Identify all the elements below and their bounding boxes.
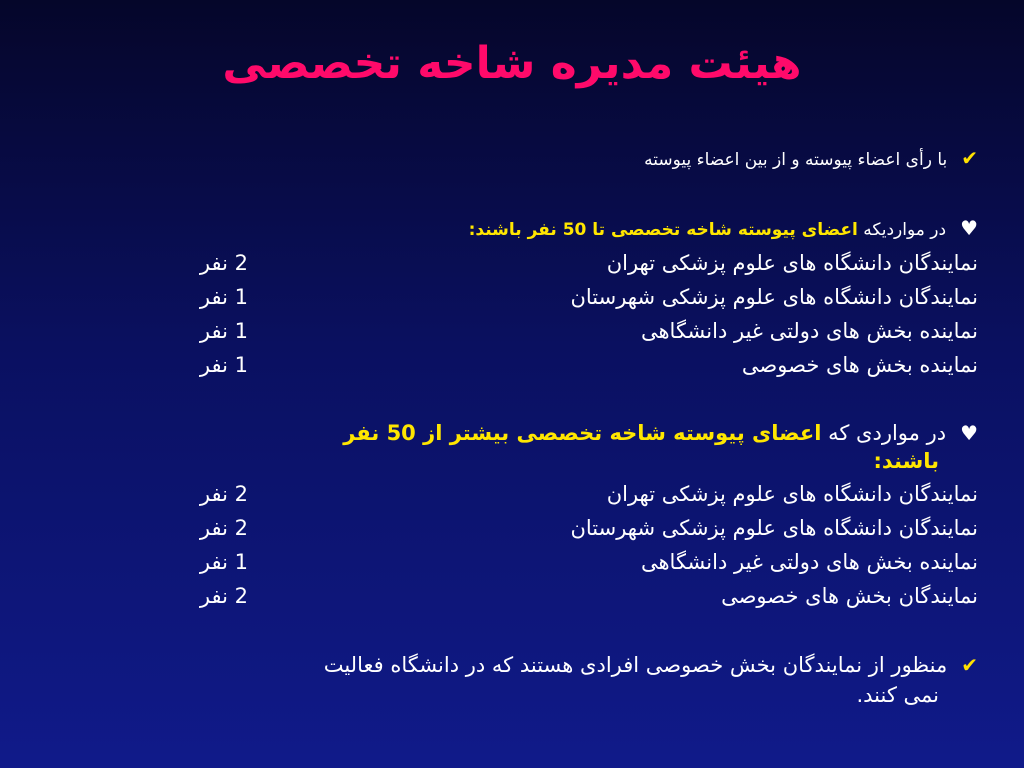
note-text-continued: نمی کنند. xyxy=(856,683,939,707)
slide-title: هیئت مدیره شاخه تخصصی xyxy=(222,38,802,89)
table-row xyxy=(186,319,978,349)
section1-highlight: اعضای پیوسته شاخه تخصصی تا 50 نفر باشند: xyxy=(468,220,858,240)
section2-highlight-continued: باشند: xyxy=(873,449,939,473)
row-description: نماینده بخش های دولتی غیر دانشگاهی xyxy=(640,550,978,574)
table-row xyxy=(186,251,978,281)
section2-lead: در مواردی که xyxy=(821,421,947,445)
row-count: 1 نفر xyxy=(199,353,248,377)
table-row xyxy=(186,516,978,546)
note-bullet xyxy=(324,653,978,677)
row-count: 2 نفر xyxy=(199,482,248,506)
row-description: نماینده بخش های دولتی غیر دانشگاهی xyxy=(640,319,978,343)
heart-icon: ♥ xyxy=(960,421,978,445)
table-row xyxy=(186,353,978,383)
section1-lead: در مواردیکه xyxy=(857,220,947,240)
check-icon: ✔ xyxy=(961,146,978,170)
section2-highlight: اعضای پیوسته شاخه تخصصی بیشتر از 50 نفر xyxy=(343,421,822,445)
row-count: 1 نفر xyxy=(199,319,248,343)
row-description: نمایندگان دانشگاه های علوم پزشکی تهران xyxy=(606,482,978,506)
row-description: نمایندگان بخش های خصوصی xyxy=(721,584,978,608)
row-count: 1 نفر xyxy=(199,285,248,309)
section1-heading xyxy=(469,216,978,240)
intro-bullet xyxy=(644,146,978,170)
row-count: 2 نفر xyxy=(199,584,248,608)
row-description: نمایندگان دانشگاه های علوم پزشکی تهران xyxy=(606,251,978,275)
intro-text: با رأی اعضاء پیوسته و از بین اعضاء پیوسته xyxy=(644,150,948,170)
heart-icon: ♥ xyxy=(960,216,978,240)
row-description: نمایندگان دانشگاه های علوم پزشکی شهرستان xyxy=(570,285,978,309)
table-row xyxy=(186,584,978,614)
row-count: 2 نفر xyxy=(199,516,248,540)
table-row xyxy=(186,482,978,512)
row-count: 2 نفر xyxy=(199,251,248,275)
table-row xyxy=(186,285,978,315)
check-icon: ✔ xyxy=(961,653,978,677)
row-description: نماینده بخش های خصوصی xyxy=(741,353,978,377)
table-row xyxy=(186,550,978,580)
row-description: نمایندگان دانشگاه های علوم پزشکی شهرستان xyxy=(570,516,978,540)
row-count: 1 نفر xyxy=(199,550,248,574)
note-text: منظور از نمایندگان بخش خصوصی افرادی هستند که در دانشگاه فعالیت xyxy=(323,653,948,677)
section2-heading xyxy=(343,421,978,445)
